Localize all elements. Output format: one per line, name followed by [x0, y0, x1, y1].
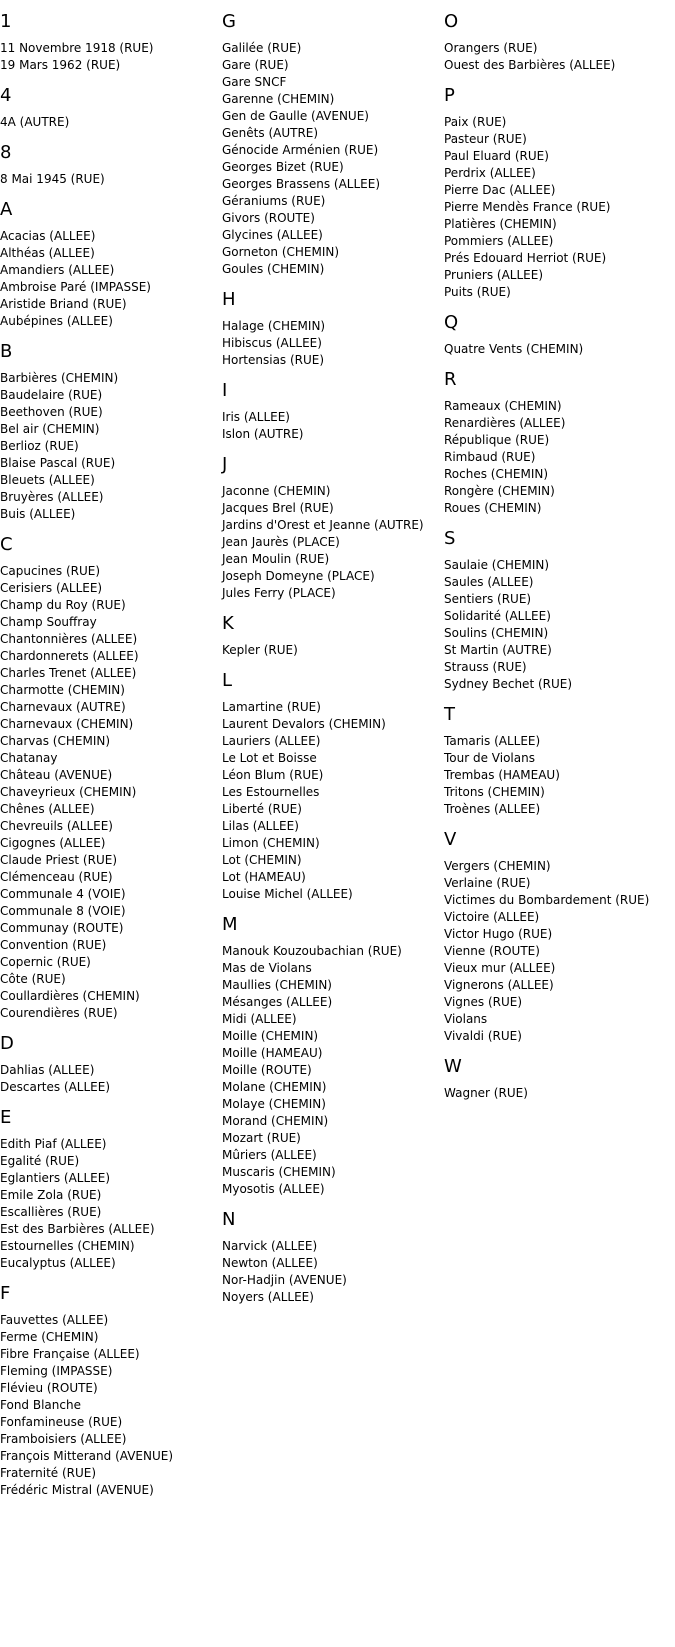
letter-group	[222, 1210, 442, 1306]
street-link[interactable]: Vignerons (ALLEE)	[444, 978, 554, 992]
letter-group	[444, 12, 664, 74]
street-link[interactable]: Hortensias (RUE)	[222, 353, 325, 367]
street-link[interactable]: Frédéric Mistral (AVENUE)	[0, 1483, 154, 1497]
street-link[interactable]: Jaconne (CHEMIN)	[222, 484, 331, 498]
street-link[interactable]: Saules (ALLEE)	[444, 575, 534, 589]
street-link[interactable]: Maullies (CHEMIN)	[222, 978, 332, 992]
street-link[interactable]: Joseph Domeyne (PLACE)	[222, 569, 375, 583]
street-link[interactable]: Bel air (CHEMIN)	[0, 422, 100, 436]
street-link[interactable]: Blaise Pascal (RUE)	[0, 456, 116, 470]
street-link[interactable]: Gorneton (CHEMIN)	[222, 245, 340, 259]
street-link[interactable]: Vignes (RUE)	[444, 995, 523, 1009]
letter-group	[0, 143, 220, 188]
letter-heading: Q	[444, 312, 459, 333]
letter-group	[444, 830, 664, 1045]
letter-group	[0, 12, 220, 74]
street-link[interactable]: Bleuets (ALLEE)	[0, 473, 95, 487]
street-link[interactable]: Charles Trenet (ALLEE)	[0, 666, 137, 680]
street-index-column-3	[444, 0, 664, 1102]
street-link[interactable]: Victor Hugo (RUE)	[444, 927, 553, 941]
street-link[interactable]: Jean Moulin (RUE)	[222, 552, 330, 566]
letter-heading: 8	[0, 142, 12, 163]
street-link[interactable]: Le Lot et Boisse	[222, 751, 317, 765]
street-link[interactable]: Newton (ALLEE)	[222, 1256, 318, 1270]
street-link[interactable]: Lot (HAMEAU)	[222, 870, 306, 884]
street-link[interactable]: 19 Mars 1962 (RUE)	[0, 58, 121, 72]
letter-group	[222, 671, 442, 903]
street-link[interactable]: Estournelles (CHEMIN)	[0, 1239, 135, 1253]
street-link[interactable]: Georges Bizet (RUE)	[222, 160, 344, 174]
street-link[interactable]: Pierre Mendès France (RUE)	[444, 200, 611, 214]
street-link[interactable]: Amandiers (ALLEE)	[0, 263, 115, 277]
street-link[interactable]: Fauvettes (ALLEE)	[0, 1313, 109, 1327]
street-link[interactable]: Rameaux (CHEMIN)	[444, 399, 562, 413]
street-link[interactable]: Baudelaire (RUE)	[0, 388, 103, 402]
street-link[interactable]: Wagner (RUE)	[444, 1086, 528, 1100]
street-link[interactable]: Pasteur (RUE)	[444, 132, 527, 146]
street-link[interactable]: Jean Jaurès (PLACE)	[222, 535, 340, 549]
street-link[interactable]: Claude Priest (RUE)	[0, 853, 117, 867]
street-link[interactable]: Solidarité (ALLEE)	[444, 609, 551, 623]
letter-group	[222, 915, 442, 1198]
street-link[interactable]: St Martin (AUTRE)	[444, 643, 552, 657]
street-link[interactable]: Nor-Hadjin (AVENUE)	[222, 1273, 347, 1287]
street-link[interactable]: Hibiscus (ALLEE)	[222, 336, 322, 350]
street-link[interactable]: Chardonnerets (ALLEE)	[0, 649, 139, 663]
street-link[interactable]: 8 Mai 1945 (RUE)	[0, 172, 105, 186]
street-link[interactable]: Renardières (ALLEE)	[444, 416, 566, 430]
letter-group	[444, 86, 664, 301]
street-link[interactable]: Vieux mur (ALLEE)	[444, 961, 556, 975]
street-link[interactable]: Fond Blanche	[0, 1398, 81, 1412]
street-link[interactable]: Communale 4 (VOIE)	[0, 887, 126, 901]
street-link[interactable]: Perdrix (ALLEE)	[444, 166, 536, 180]
street-link[interactable]: Les Estournelles	[222, 785, 320, 799]
street-link[interactable]: Coullardières (CHEMIN)	[0, 989, 140, 1003]
letter-heading: M	[222, 914, 238, 935]
street-link[interactable]: 11 Novembre 1918 (RUE)	[0, 41, 154, 55]
street-link[interactable]: Jacques Brel (RUE)	[222, 501, 334, 515]
street-link[interactable]: Vienne (ROUTE)	[444, 944, 540, 958]
street-link[interactable]: Barbières (CHEMIN)	[0, 371, 119, 385]
street-link[interactable]: Gare (RUE)	[222, 58, 289, 72]
street-link[interactable]: Léon Blum (RUE)	[222, 768, 324, 782]
street-link[interactable]: Génocide Arménien (RUE)	[222, 143, 379, 157]
street-link[interactable]: Fraternité (RUE)	[0, 1466, 97, 1480]
street-link[interactable]: Capucines (RUE)	[0, 564, 101, 578]
street-link[interactable]: Pommiers (ALLEE)	[444, 234, 554, 248]
street-link[interactable]: Roches (CHEMIN)	[444, 467, 549, 481]
street-link[interactable]: Vivaldi (RUE)	[444, 1029, 522, 1043]
letter-heading: P	[444, 85, 455, 106]
letter-heading: F	[0, 1283, 11, 1304]
street-link[interactable]: Saulaie (CHEMIN)	[444, 558, 550, 572]
street-link[interactable]: Château (AVENUE)	[0, 768, 113, 782]
letter-group	[222, 12, 442, 278]
street-link[interactable]: Moille (HAMEAU)	[222, 1046, 323, 1060]
letter-group	[444, 705, 664, 818]
street-link[interactable]: Lamartine (RUE)	[222, 700, 321, 714]
street-link[interactable]: Moille (ROUTE)	[222, 1063, 312, 1077]
street-link[interactable]: Puits (RUE)	[444, 285, 511, 299]
street-link[interactable]: Emile Zola (RUE)	[0, 1188, 102, 1202]
letter-group	[0, 86, 220, 131]
street-link[interactable]: Violans	[444, 1012, 488, 1026]
street-link[interactable]: Jardins d'Orest et Jeanne (AUTRE)	[222, 518, 424, 532]
letter-group	[444, 313, 664, 358]
street-link[interactable]: Verlaine (RUE)	[444, 876, 531, 890]
street-link[interactable]: Tamaris (ALLEE)	[444, 734, 541, 748]
street-link[interactable]: Rongère (CHEMIN)	[444, 484, 555, 498]
letter-group	[444, 1057, 664, 1102]
street-link[interactable]: Victoire (ALLEE)	[444, 910, 540, 924]
street-link[interactable]: 4A (AUTRE)	[0, 115, 70, 129]
street-link[interactable]: Berlioz (RUE)	[0, 439, 79, 453]
street-link[interactable]: République (RUE)	[444, 433, 550, 447]
street-link[interactable]: Eglantiers (ALLEE)	[0, 1171, 111, 1185]
street-link[interactable]: Troènes (ALLEE)	[444, 802, 541, 816]
letter-heading: I	[222, 380, 228, 401]
letter-heading: C	[0, 534, 13, 555]
street-link[interactable]: Gare SNCF	[222, 75, 287, 89]
letter-heading: L	[222, 670, 233, 691]
street-link[interactable]: Fibre Française (ALLEE)	[0, 1347, 140, 1361]
street-link[interactable]: François Mitterand (AVENUE)	[0, 1449, 174, 1463]
street-link[interactable]: Muscaris (CHEMIN)	[222, 1165, 336, 1179]
street-link[interactable]: Garenne (CHEMIN)	[222, 92, 335, 106]
letter-group	[0, 342, 220, 523]
street-link[interactable]: Althéas (ALLEE)	[0, 246, 95, 260]
street-link[interactable]: Roues (CHEMIN)	[444, 501, 542, 515]
street-link[interactable]: Victimes du Bombardement (RUE)	[444, 893, 650, 907]
street-link[interactable]: Géraniums (RUE)	[222, 194, 326, 208]
street-link[interactable]: Rimbaud (RUE)	[444, 450, 536, 464]
letter-heading: O	[444, 11, 459, 32]
letter-heading: G	[222, 11, 236, 32]
street-link[interactable]: Fonfamineuse (RUE)	[0, 1415, 123, 1429]
street-link[interactable]: Ouest des Barbières (ALLEE)	[444, 58, 616, 72]
street-link[interactable]: Cerisiers (ALLEE)	[0, 581, 103, 595]
street-link[interactable]: Champ Souffray	[0, 615, 97, 629]
street-link[interactable]: Clémenceau (RUE)	[0, 870, 113, 884]
letter-group	[444, 370, 664, 517]
street-link[interactable]: Courendières (RUE)	[0, 1006, 118, 1020]
street-link[interactable]: Copernic (RUE)	[0, 955, 91, 969]
street-link[interactable]: Louise Michel (ALLEE)	[222, 887, 353, 901]
street-link[interactable]: Acacias (ALLEE)	[0, 229, 96, 243]
street-link[interactable]: Bruyères (ALLEE)	[0, 490, 104, 504]
street-link[interactable]: Charvas (CHEMIN)	[0, 734, 111, 748]
letter-group	[0, 1108, 220, 1272]
street-link[interactable]: Communay (ROUTE)	[0, 921, 124, 935]
street-link[interactable]: Mésanges (ALLEE)	[222, 995, 333, 1009]
letter-heading: J	[222, 454, 228, 475]
street-link[interactable]: Platières (CHEMIN)	[444, 217, 557, 231]
street-link[interactable]: Lilas (ALLEE)	[222, 819, 299, 833]
letter-heading: 4	[0, 85, 12, 106]
street-index-column-1	[0, 0, 220, 1499]
street-link[interactable]: Côte (RUE)	[0, 972, 66, 986]
street-link[interactable]: Chantonnières (ALLEE)	[0, 632, 138, 646]
street-link[interactable]: Jules Ferry (PLACE)	[222, 586, 336, 600]
street-link[interactable]: Molaye (CHEMIN)	[222, 1097, 326, 1111]
street-link[interactable]: Charmotte (CHEMIN)	[0, 683, 125, 697]
street-link[interactable]: Molane (CHEMIN)	[222, 1080, 327, 1094]
street-link[interactable]: Lot (CHEMIN)	[222, 853, 302, 867]
street-link[interactable]: Descartes (ALLEE)	[0, 1080, 111, 1094]
street-link[interactable]: Tritons (CHEMIN)	[444, 785, 545, 799]
street-link[interactable]: Charnevaux (CHEMIN)	[0, 717, 134, 731]
street-link[interactable]: Islon (AUTRE)	[222, 427, 304, 441]
street-link[interactable]: Paul Eluard (RUE)	[444, 149, 549, 163]
letter-heading: B	[0, 341, 13, 362]
street-link[interactable]: Midi (ALLEE)	[222, 1012, 297, 1026]
letter-group	[0, 200, 220, 330]
letter-heading: K	[222, 613, 234, 634]
street-link[interactable]: Kepler (RUE)	[222, 643, 298, 657]
street-link[interactable]: Champ du Roy (RUE)	[0, 598, 126, 612]
street-link[interactable]: Laurent Devalors (CHEMIN)	[222, 717, 386, 731]
street-link[interactable]: Chevreuils (ALLEE)	[0, 819, 113, 833]
letter-heading: E	[0, 1107, 12, 1128]
letter-group	[222, 290, 442, 369]
street-link[interactable]: Glycines (ALLEE)	[222, 228, 323, 242]
street-link[interactable]: Halage (CHEMIN)	[222, 319, 326, 333]
street-link[interactable]: Iris (ALLEE)	[222, 410, 290, 424]
letter-heading: S	[444, 528, 456, 549]
street-link[interactable]: Paix (RUE)	[444, 115, 507, 129]
letter-heading: W	[444, 1056, 462, 1077]
street-link[interactable]: Aristide Briand (RUE)	[0, 297, 127, 311]
street-link[interactable]: Aubépines (ALLEE)	[0, 314, 113, 328]
street-link[interactable]: Beethoven (RUE)	[0, 405, 103, 419]
letter-group	[0, 1034, 220, 1096]
letter-group	[222, 455, 442, 602]
street-link[interactable]: Edith Piaf (ALLEE)	[0, 1137, 107, 1151]
street-index-column-2	[222, 0, 442, 1306]
street-link[interactable]: Ambroise Paré (IMPASSE)	[0, 280, 151, 294]
street-link[interactable]: Flévieu (ROUTE)	[0, 1381, 98, 1395]
street-link[interactable]: Goules (CHEMIN)	[222, 262, 325, 276]
street-link[interactable]: Chênes (ALLEE)	[0, 802, 95, 816]
street-link[interactable]: Givors (ROUTE)	[222, 211, 315, 225]
letter-heading: N	[222, 1209, 236, 1230]
street-link[interactable]: Manouk Kouzoubachian (RUE)	[222, 944, 402, 958]
street-link[interactable]: Soulins (CHEMIN)	[444, 626, 549, 640]
street-link[interactable]: Galilée (RUE)	[222, 41, 302, 55]
street-link[interactable]: Vergers (CHEMIN)	[444, 859, 551, 873]
street-link[interactable]: Fleming (IMPASSE)	[0, 1364, 113, 1378]
letter-group	[222, 614, 442, 659]
street-link[interactable]: Egalité (RUE)	[0, 1154, 80, 1168]
letter-group	[222, 381, 442, 443]
street-link[interactable]: Genêts (AUTRE)	[222, 126, 319, 140]
street-link[interactable]: Ferme (CHEMIN)	[0, 1330, 99, 1344]
street-link[interactable]: Charnevaux (AUTRE)	[0, 700, 126, 714]
street-link[interactable]: Est des Barbières (ALLEE)	[0, 1222, 155, 1236]
street-link[interactable]: Tour de Violans	[444, 751, 535, 765]
letter-heading: D	[0, 1033, 14, 1054]
letter-heading: A	[0, 199, 13, 220]
street-link[interactable]: Framboisiers (ALLEE)	[0, 1432, 127, 1446]
street-link[interactable]: Communale 8 (VOIE)	[0, 904, 126, 918]
street-link[interactable]: Chatanay	[0, 751, 58, 765]
street-link[interactable]: Mûriers (ALLEE)	[222, 1148, 317, 1162]
street-link[interactable]: Escallières (RUE)	[0, 1205, 102, 1219]
street-link[interactable]: Chaveyrieux (CHEMIN)	[0, 785, 137, 799]
street-link[interactable]: Georges Brassens (ALLEE)	[222, 177, 380, 191]
street-link[interactable]: Dahlias (ALLEE)	[0, 1063, 95, 1077]
street-link[interactable]: Narvick (ALLEE)	[222, 1239, 318, 1253]
street-link[interactable]: Mas de Violans	[222, 961, 312, 975]
street-link[interactable]: Quatre Vents (CHEMIN)	[444, 342, 584, 356]
street-link[interactable]: Sydney Bechet (RUE)	[444, 677, 573, 691]
letter-heading: R	[444, 369, 457, 390]
letter-heading: H	[222, 289, 236, 310]
street-link[interactable]: Limon (CHEMIN)	[222, 836, 320, 850]
letter-group	[0, 1284, 220, 1499]
street-link[interactable]: Gen de Gaulle (AVENUE)	[222, 109, 369, 123]
street-link[interactable]: Morand (CHEMIN)	[222, 1114, 329, 1128]
street-link[interactable]: Convention (RUE)	[0, 938, 107, 952]
street-link[interactable]: Noyers (ALLEE)	[222, 1290, 314, 1304]
letter-heading: V	[444, 829, 457, 850]
street-link[interactable]: Sentiers (RUE)	[444, 592, 532, 606]
street-link[interactable]: Pierre Dac (ALLEE)	[444, 183, 556, 197]
street-link[interactable]: Moille (CHEMIN)	[222, 1029, 319, 1043]
street-link[interactable]: Myosotis (ALLEE)	[222, 1182, 325, 1196]
street-link[interactable]: Buis (ALLEE)	[0, 507, 76, 521]
street-link[interactable]: Lauriers (ALLEE)	[222, 734, 321, 748]
letter-heading: 1	[0, 11, 12, 32]
street-link[interactable]: Pruniers (ALLEE)	[444, 268, 543, 282]
letter-group	[444, 529, 664, 693]
street-link[interactable]: Cigognes (ALLEE)	[0, 836, 106, 850]
street-link[interactable]: Liberté (RUE)	[222, 802, 302, 816]
street-link[interactable]: Prés Edouard Herriot (RUE)	[444, 251, 607, 265]
letter-heading: T	[444, 704, 455, 725]
letter-group	[0, 535, 220, 1022]
street-link[interactable]: Orangers (RUE)	[444, 41, 538, 55]
street-link[interactable]: Trembas (HAMEAU)	[444, 768, 560, 782]
street-link[interactable]: Mozart (RUE)	[222, 1131, 301, 1145]
street-link[interactable]: Strauss (RUE)	[444, 660, 527, 674]
street-link[interactable]: Eucalyptus (ALLEE)	[0, 1256, 116, 1270]
